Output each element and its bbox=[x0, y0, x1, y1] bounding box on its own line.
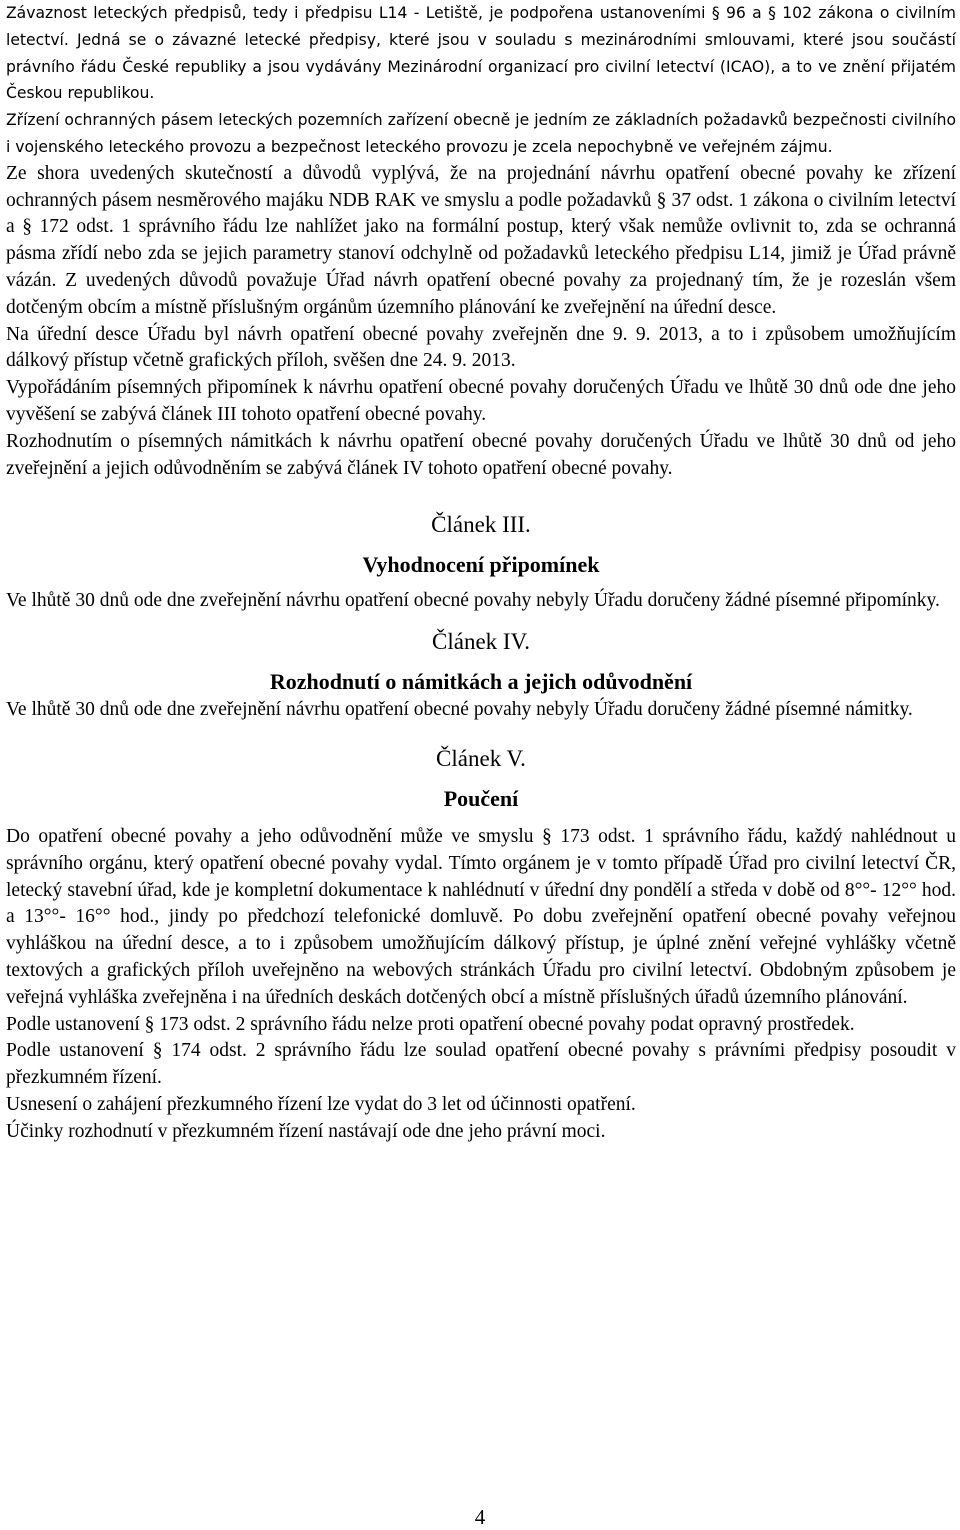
article-body bbox=[6, 824, 956, 1146]
justification-section bbox=[6, 161, 956, 483]
article-text: Ve lhůtě 30 dnů ode dne zveřejnění návrhu opatření obecné povahy nebyly Úřadu doručeny žádné písemné námitky. bbox=[6, 699, 913, 721]
article-3 bbox=[6, 510, 956, 615]
article-5 bbox=[6, 744, 956, 1146]
paragraph: Zřízení ochranných pásem leteckých pozemních zařízení obecně je jedním ze základních požadavků bezpečnosti civilního i vojenského leteckého provozu a bezpečnost leteckého provozu je zcela nepochybně ve veřejném zájmu. bbox=[6, 111, 956, 156]
paragraph: Podle ustanovení § 173 odst. 2 správního řádu nelze proti opatření obecné povahy podat opravný prostředek. bbox=[6, 1013, 855, 1035]
paragraph: Rozhodnutím o písemných námitkách k návrhu opatření obecné povahy doručených Úřadu ve lhůtě 30 dnů od jeho zveřejnění a jejich odůvodněním se zabývá článek IV tohoto opatření obecné povahy. bbox=[6, 430, 956, 479]
article-subtitle: Rozhodnutí o námitkách a jejich odůvodnění bbox=[269, 669, 693, 695]
article-title: Článek III. bbox=[431, 512, 531, 538]
document-page bbox=[6, 0, 956, 1146]
article-text: Ve lhůtě 30 dnů ode dne zveřejnění návrhu opatření obecné povahy nebyly Úřadu doručeny žádné písemné připomínky. bbox=[6, 590, 940, 612]
paragraph: Vypořádáním písemných připomínek k návrhu opatření obecné povahy doručených Úřadu ve lhůtě 30 dnů ode dne jeho vyvěšení se zabývá článek III tohoto opatření obecné povahy. bbox=[6, 377, 956, 425]
paragraph: Do opatření obecné povahy a jeho odůvodnění může ve smyslu § 173 odst. 1 správního řádu, každý nahlédnout u správního orgánu, který opatření obecné povahy vydal. Tímto orgánem je v tomto případě Úřad pro civilní letectví ČR, letecký stavební úřad, kde je kompletní dokumentace k nahlédnutí v úřední dny pondělí a středa v době od 8°°- 12°° hod. a 13°°- 16°° hod., jindy po předchozí telefonické domluvě. Po dobu zveřejnění opatření obecné povahy veřejnou vyhláškou na úřední desce, a to i způsobem umožňujícím dálkový přístup, je úplné znění veřejné vyhlášky včetně textových a grafických příloh uveřejněno na webových stránkách Úřadu pro civilní letectví. Obdobným způsobem je veřejná vyhláška zveřejněna i na úředních deskách dotčených obcí a místně příslušných úřadů územního plánování. bbox=[6, 825, 956, 1008]
paragraph: Závaznost leteckých předpisů, tedy i předpisu L14 - Letiště, je podpořena ustanoveními § 96 a § 102 zákona o civilním letectví. Jedná se o závazné letecké předpisy, které jsou v souladu s mezinárodními smlouvami, které jsou součástí právního řádu České republiky a jsou vydávány Mezinárodní organizací pro civilní letectví (ICAO), a to ve znění přijatém Českou republikou. bbox=[6, 4, 956, 103]
paragraph: Účinky rozhodnutí v přezkumném řízení nastávají ode dne jeho právní moci. bbox=[6, 1120, 606, 1142]
intro-section bbox=[6, 0, 956, 161]
paragraph: Podle ustanovení § 174 odst. 2 správního řádu lze soulad opatření obecné povahy s právními předpisy posoudit v přezkumném řízení. bbox=[6, 1040, 956, 1089]
article-subtitle: Poučení bbox=[443, 785, 519, 811]
page-number: 4 bbox=[474, 1505, 486, 1529]
article-subtitle: Vyhodnocení připomínek bbox=[362, 552, 600, 578]
article-title: Článek IV. bbox=[432, 629, 530, 655]
article-title: Článek V. bbox=[436, 745, 526, 771]
paragraph: Ze shora uvedených skutečností a důvodů vyplývá, že na projednání návrhu opatření obecné povahy ke zřízení ochranných pásem nesměrového majáku NDB RAK ve smyslu a podle požadavků § 37 odst. 1 zákona o civilním letectví a § 172 odst. 1 správního řádu lze nahlížet jako na formální postup, který však nemůže ovlivnit to, zda se ochranná pásma zřídí nebo zda se jejich parametry stanoví odchylně od požadavků leteckého předpisu L14, jimiž je Úřad právně vázán. Z uvedených důvodů považuje Úřad návrh opatření obecné povahy za projednaný tím, že je rozeslán všem dotčeným obcím a místně příslušným orgánům územního plánování ke zveřejnění na úřední desce. bbox=[6, 162, 956, 318]
paragraph: Usnesení o zahájení přezkumného řízení lze vydat do 3 let od účinnosti opatření. bbox=[6, 1093, 636, 1115]
article-4 bbox=[6, 627, 956, 724]
paragraph: Na úřední desce Úřadu byl návrh opatření obecné povahy zveřejněn dne 9. 9. 2013, a to i způsobem umožňujícím dálkový přístup včetně grafických příloh, svěšen dne 24. 9. 2013. bbox=[6, 323, 956, 372]
